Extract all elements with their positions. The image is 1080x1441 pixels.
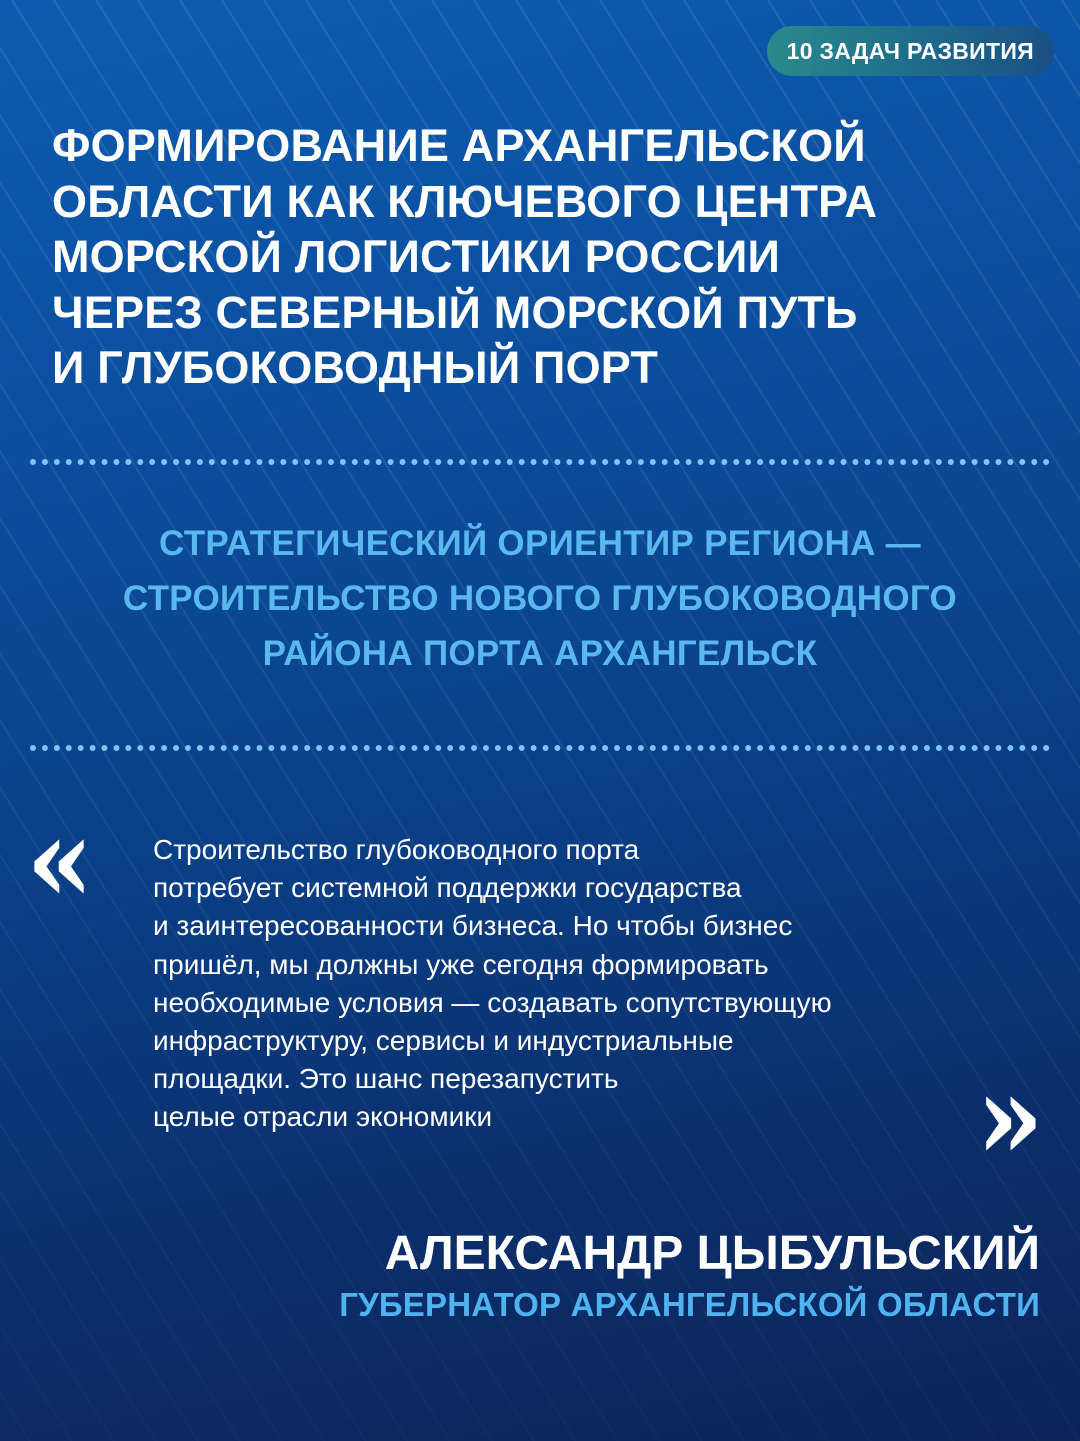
section-badge: 10 ЗАДАЧ РАЗВИТИЯ	[767, 26, 1054, 76]
opening-quote-mark-icon: «	[26, 790, 94, 929]
author-role: ГУБЕРНАТОР АРХАНГЕЛЬСКОЙ ОБЛАСТИ	[339, 1286, 1040, 1323]
background-line	[0, 0, 30, 1441]
quote-line: и заинтересованности бизнеса. Но чтобы бизнес	[153, 910, 793, 942]
quote-text	[153, 831, 993, 1137]
strategy-line: СТРАТЕГИЧЕСКИЙ ОРИЕНТИР РЕГИОНА —	[159, 524, 921, 563]
dotted-divider-top	[30, 459, 1050, 465]
background-line	[1062, 0, 1080, 1441]
title-line: И ГЛУБОКОВОДНЫЙ ПОРТ	[52, 342, 659, 393]
strategy-line: РАЙОНА ПОРТА АРХАНГЕЛЬСК	[262, 634, 818, 673]
dotted-divider-bottom	[30, 745, 1050, 751]
main-title	[52, 118, 1032, 396]
title-line: МОРСКОЙ ЛОГИСТИКИ РОССИИ	[52, 231, 781, 282]
quote-line: площадки. Это шанс перезапустить	[153, 1063, 619, 1095]
quote-line: пришёл, мы должны уже сегодня формировать	[153, 948, 769, 980]
quote-line: инфраструктуру, сервисы и индустриальные	[153, 1025, 734, 1057]
quote-line: потребует системной поддержки государства	[153, 872, 742, 904]
title-line: ОБЛАСТИ КАК КЛЮЧЕВОГО ЦЕНТРА	[52, 175, 878, 227]
quote-line: необходимые условия — создавать сопутствующую	[153, 986, 832, 1018]
author-name: АЛЕКСАНДР ЦЫБУЛЬСКИЙ	[384, 1227, 1040, 1280]
strategy-line: СТРОИТЕЛЬСТВО НОВОГО ГЛУБОКОВОДНОГО	[122, 579, 958, 618]
quote-line: целые отрасли экономики	[153, 1101, 493, 1133]
title-line: ЧЕРЕЗ СЕВЕРНЫЙ МОРСКОЙ ПУТЬ	[52, 286, 858, 338]
quote-line: Строительство глубоководного порта	[153, 834, 640, 865]
closing-quote-mark-icon: »	[976, 1047, 1044, 1186]
title-line: ФОРМИРОВАНИЕ АРХАНГЕЛЬСКОЙ	[52, 120, 866, 171]
strategic-goal-text	[0, 516, 1080, 681]
